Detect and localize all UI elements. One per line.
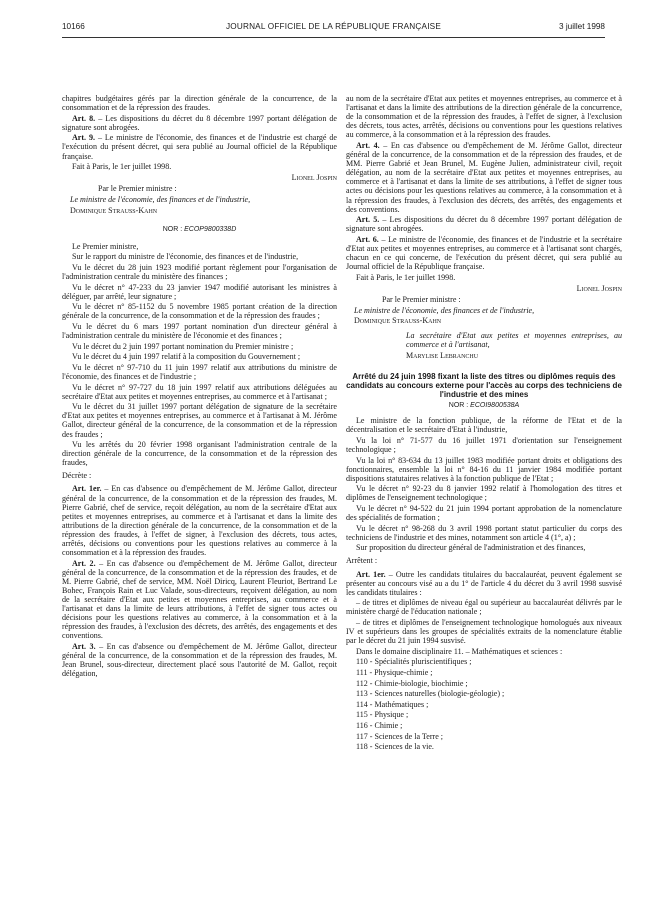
right-column (346, 94, 622, 753)
nor-reference: NOR : ECOP9800338D (162, 225, 237, 233)
article-9: Art. 9. – Le ministre de l'économie, des finances et de l'industrie est chargé de l'exécution du présent décret, qui sera publié au Journal officiel de la République française. (62, 133, 337, 161)
minister-title: Le ministre de l'économie, des finances et de l'industrie, (354, 305, 535, 315)
list-item: 111 - Physique-chimie ; (356, 667, 433, 677)
article-1: Art. 1er. – Outre les candidats titulaires du baccalauréat, peuvent également se présenter au concours visé au a du 1° de l'article 4 du décret du 3 avril 1998 susvisé les candidats titulaires : (346, 569, 622, 597)
visa: Vu la loi n° 71-577 du 16 juillet 1971 d'orientation sur l'enseignement technologique ; (346, 435, 622, 454)
par-premier-ministre: Par le Premier ministre : (98, 184, 177, 194)
list-item: – de titres et diplômes de niveau égal ou supérieur au baccalauréat délivrés par le ministère chargé de l'éducation nationale ; (346, 598, 622, 617)
article-2: Art. 2. – En cas d'absence ou d'empêchement de M. Jérôme Gallot, directeur général de la concurrence, de la consommation et de la répression des fraudes, et de M. Pierre Gabrié, chef de service, MM. Noël Diricq, Laurent Fleuriot, Bertrand Le Bohec, François Rain et Luc Valade, sous-directeurs, reçoivent délégation, au nom de la secrétaire d'Etat aux petites et moyennes entreprises, au commerce et à l'artisanat et dans la limite de leurs attributions, à l'effet de signer tous actes ou décisions pour les questions relatives au commerce, à la consommation et à la répression des fraudes, à l'exclusion des décrets, des arrêtés, des engagements et des conventions. (62, 558, 337, 641)
left-column (62, 94, 337, 680)
list-item: 118 - Sciences de la vie. (356, 742, 434, 752)
article-6: Art. 6. – Le ministre de l'économie, des finances et de l'industrie et la secrétaire d'Etat aux petites et moyennes entreprises, au commerce et à l'artisanat sont chargés, chacun en ce qui concerne, de l'exécution du présent décret, qui sera publié au Journal officiel de la République française. (346, 234, 623, 272)
secretary-title: La secrétaire d'Etat aux petites et moyennes entreprises, au commerce et à l'artisanat, (406, 331, 622, 350)
visa: Vu le décret du 28 juin 1923 modifié portant règlement pour l'organisation de l'administration centrale du ministère des finances ; (62, 262, 337, 281)
list-item: – de titres et diplômes de l'enseignement technologique homologués aux niveaux IV et supérieurs dans les groupes de spécialités extraits de la nomenclature établie par le décret du 21 juin 1994 susvisé. (346, 618, 622, 646)
article-8: Art. 8. – Les dispositions du décret du 8 décembre 1997 portant délégation de signature sont abrogées. (62, 113, 337, 132)
fait-line: Fait à Paris, le 1er juillet 1998. (72, 162, 172, 172)
visa: Vu le décret n° 97-710 du 11 juin 1997 relatif aux attributions du ministre de l'économie, des finances et de l'industrie ; (62, 362, 337, 381)
signature-jospin: Lionel Jospin (291, 173, 337, 183)
paragraph: Le ministre de la fonction publique, de la réforme de l'Etat et de la décentralisation et le secrétaire d'Etat à l'industrie, (346, 416, 622, 435)
fait-line: Fait à Paris, le 1er juillet 1998. (356, 272, 456, 282)
page-header (62, 22, 605, 36)
list-item: 112 - Chimie-biologie, biochimie ; (356, 678, 468, 688)
visa: Vu le décret du 4 juin 1997 relatif à la composition du Gouvernement ; (72, 352, 301, 362)
secretary-name: Marylise Lebranchu (406, 350, 479, 360)
list-item: 114 - Mathématiques ; (356, 699, 429, 709)
visa: Vu le décret du 2 juin 1997 portant nomination du Premier ministre ; (72, 341, 294, 351)
decrete-heading: Décrète : (62, 471, 92, 481)
visa: Vu le décret n° 92-23 du 8 janvier 1992 relatif à l'homologation des titres et diplômes de l'enseignement technologique ; (346, 484, 622, 503)
header-rule (62, 37, 605, 38)
nor-reference: NOR : ECOI9800538A (448, 402, 520, 410)
arrete-title: Arrêté du 24 juin 1998 fixant la liste des titres ou diplômes requis des candidats au concours externe pour l'accès au corps des techniciens de l'industrie et des mines (346, 372, 622, 400)
journal-title: JOURNAL OFFICIEL DE LA RÉPUBLIQUE FRANÇAISE (225, 22, 441, 31)
paragraph: chapitres budgétaires gérés par la direction générale de la concurrence, de la consommation et de la répression des fraudes. (62, 94, 337, 113)
visa: Vu les arrêtés du 20 février 1998 organisant l'administration centrale de la direction générale de la concurrence, de la consommation et de la répression des fraudes, (62, 440, 337, 468)
arretent-heading: Arrêtent : (346, 556, 378, 566)
paragraph: au nom de la secrétaire d'Etat aux petites et moyennes entreprises, au commerce et à l'artisanat et dans la limite des attributions de la direction générale de la concurrence, de la consommation et de la répression des fraudes, à l'effet de signer, à l'exclusion des décrets, tous actes, arrêtés, décisions ou conventions pour les questions relatives au commerce, à la consommation et à la répression des fraudes. (346, 94, 622, 140)
visa: Vu le décret n° 85-1152 du 5 novembre 1985 portant création de la direction générale de la concurrence, de la consommation et de la répression des fraudes ; (62, 302, 337, 321)
page-number: 10166 (62, 22, 85, 31)
list-item: 117 - Sciences de la Terre ; (356, 731, 444, 741)
visa: Vu le décret du 31 juillet 1997 portant délégation de signature de la secrétaire d'Etat aux petites et moyennes entreprises, au commerce et à l'artisanat à M. Jérôme Gallot, directeur général de la concurrence, de la consommation et de la répression des fraudes ; (62, 402, 337, 439)
minister-name: Dominique Strauss-Kahn (354, 316, 442, 326)
visa: Vu le décret n° 98-268 du 3 avril 1998 portant statut particulier du corps des techniciens de l'industrie et des mines, notamment son article 4 (1°, a) ; (346, 523, 622, 542)
minister-title: Le ministre de l'économie, des finances et de l'industrie, (70, 194, 251, 204)
article-5: Art. 5. – Les dispositions du décret du 8 décembre 1997 portant délégation de signature sont abrogées. (346, 215, 622, 234)
paragraph: Dans le domaine disciplinaire 11. – Mathématiques et sciences : (356, 646, 563, 656)
minister-name: Dominique Strauss-Kahn (70, 205, 158, 215)
list-item: 113 - Sciences naturelles (biologie-géologie) ; (356, 689, 505, 699)
paragraph: Sur le rapport du ministre de l'économie, des finances et de l'industrie, (72, 252, 299, 262)
list-item: 115 - Physique ; (356, 710, 409, 720)
article-4: Art. 4. – En cas d'absence ou d'empêchement de M. Jérôme Gallot, directeur général de la concurrence, de la consommation et de la répression des fraudes, et de MM. Pierre Gabrié et Jean Brunel, M. Eugène Julien, administrateur civil, reçoit délégation, au nom de la secrétaire d'Etat aux petites et moyennes entreprises, au commerce et à l'artisanat et dans la limite de ses attributions, à l'effet de signer tous actes ou décisions pour les questions relatives au commerce, à la consommation et à la répression des fraudes, à l'exclusion des décrets, des arrêtés, des engagements et des conventions. (346, 140, 622, 214)
visa: Vu le décret n° 97-727 du 18 juin 1997 relatif aux attributions déléguées au secrétaire d'Etat aux petites et moyennes entreprises, au commerce et à l'artisanat ; (62, 382, 337, 401)
paragraph: Le Premier ministre, (72, 241, 139, 251)
visa: Vu le décret n° 47-233 du 23 janvier 1947 modifié autorisant les ministres à déléguer, par arrêté, leur signature ; (62, 282, 337, 301)
list-item: 116 - Chimie ; (356, 720, 403, 730)
article-1: Art. 1er. – En cas d'absence ou d'empêchement de M. Jérôme Gallot, directeur général de la concurrence, de la consommation et de la répression des fraudes, M. Pierre Gabrié, chef de service, reçoit délégation, au nom de la secrétaire d'Etat aux petites et moyennes entreprises, au commerce et à l'artisanat et dans la limite des attributions de la direction générale de la concurrence, de la consommation et de la répression des fraudes, à l'effet de signer, à l'exclusion des décrets, tous actes, arrêtés, décisions ou conventions pour les questions relatives au commerce à la consommation et à la répression des fraudes. (62, 484, 337, 558)
visa: Vu la loi n° 83-634 du 13 juillet 1983 modifiée portant droits et obligations des fonctionnaires, ensemble la loi n° 84-16 du 11 janvier 1984 modifiée portant dispositions statutaires relatives à la fonction publique de l'Etat ; (346, 455, 622, 483)
article-3: Art. 3. – En cas d'absence ou d'empêchement de M. Jérôme Gallot, directeur général de la concurrence, de la consommation et de la répression des fraudes, M. Jean Brunel, sous-directeur, directement placé sous l'autorité de M. Gallot, reçoit délégation, (62, 642, 337, 679)
visa: Vu le décret n° 94-522 du 21 juin 1994 portant approbation de la nomenclature des spécialités de formation ; (346, 503, 622, 523)
visa: Vu le décret du 6 mars 1997 portant nomination d'un directeur général à l'administration centrale du ministère de l'économie et des finances ; (62, 321, 337, 341)
signature-jospin: Lionel Jospin (576, 283, 622, 293)
par-premier-ministre: Par le Premier ministre : (382, 294, 461, 304)
list-item: 110 - Spécialités pluriscientifiques ; (356, 657, 472, 667)
issue-date: 3 juillet 1998 (559, 22, 605, 31)
paragraph: Sur proposition du directeur général de l'administration et des finances, (356, 543, 586, 553)
